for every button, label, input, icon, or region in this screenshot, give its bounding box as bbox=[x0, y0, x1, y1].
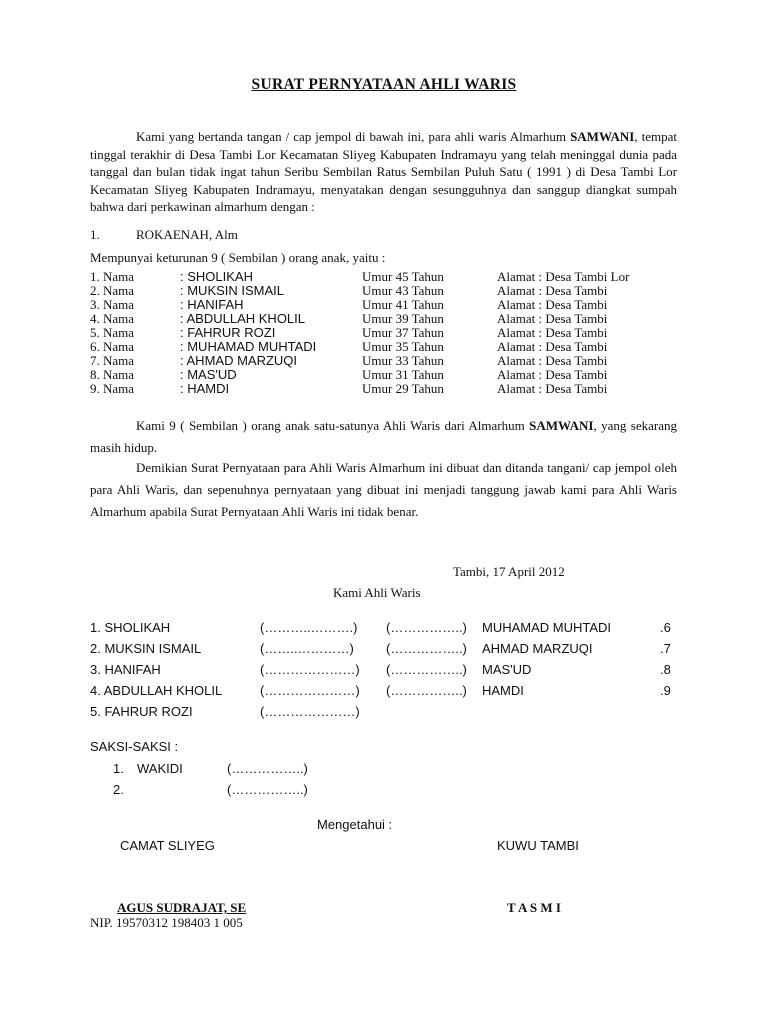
heir-name: : AHMAD MARZUQI bbox=[180, 353, 298, 368]
statement-text-2: , yang sekarang masih hidup. bbox=[90, 418, 677, 455]
saksi-title: SAKSI-SAKSI : bbox=[90, 739, 179, 754]
heir-name: : MUKSIN ISMAIL bbox=[180, 283, 285, 298]
signer-right: HAMDI bbox=[482, 683, 524, 698]
signer-right-number: .8 bbox=[660, 662, 671, 677]
camat-name: AGUS SUDRAJAT, SE bbox=[117, 900, 247, 915]
signature-blank: (…………………) bbox=[260, 704, 360, 719]
kuwu-name: T A S M I bbox=[507, 900, 561, 915]
place-date: Tambi, 17 April 2012 bbox=[453, 564, 565, 579]
intro-paragraph bbox=[90, 128, 677, 216]
heir-address: Alamat : Desa Tambi bbox=[497, 381, 608, 396]
signature-row bbox=[90, 704, 690, 720]
signature-blank: (……………..) bbox=[386, 662, 467, 677]
heir-name: : SHOLIKAH bbox=[180, 269, 253, 284]
signer-right: MUHAMAD MUHTADI bbox=[482, 620, 612, 635]
camat-title: CAMAT SLIYEG bbox=[120, 838, 215, 853]
saksi-number: 2. bbox=[113, 782, 124, 797]
heir-number: 6. Nama bbox=[90, 339, 135, 354]
children-intro: Mempunyai keturunan 9 ( Sembilan ) orang anak, yaitu : bbox=[90, 250, 386, 265]
heir-age: Umur 37 Tahun bbox=[362, 325, 444, 340]
closing-text: Demikian Surat Pernyataan para Ahli Waris Almarhum ini dibuat dan ditanda tangani/ cap jempol oleh para Ahli Waris, dan sepenuhnya pernyataan yang dibuat ini menjadi tanggung jawab kami para Ahli Waris Almarhum apabila Surat Pernyataan Ahli Waris ini tidak benar. bbox=[90, 460, 677, 519]
signer-right: MAS'UD bbox=[482, 662, 532, 677]
signature-blank: (…………………) bbox=[260, 662, 360, 677]
heir-address: Alamat : Desa Tambi bbox=[497, 325, 608, 340]
heir-age: Umur 31 Tahun bbox=[362, 367, 444, 382]
heir-name: : HAMDI bbox=[180, 381, 230, 396]
statement-paragraph bbox=[90, 415, 677, 459]
signature-row bbox=[90, 620, 690, 636]
heir-name: : FAHRUR ROZI bbox=[180, 325, 276, 340]
signature-blank: (……..…………) bbox=[260, 641, 354, 656]
deceased-name: SAMWANI bbox=[570, 129, 635, 144]
heir-address: Alamat : Desa Tambi Lor bbox=[497, 269, 630, 284]
heir-age: Umur 43 Tahun bbox=[362, 283, 444, 298]
heir-name: : MUHAMAD MUHTADI bbox=[180, 339, 317, 354]
statement-text-1: Kami 9 ( Sembilan ) orang anak satu-satunya Ahli Waris dari Almarhum bbox=[136, 418, 530, 433]
heir-address: Alamat : Desa Tambi bbox=[497, 311, 608, 326]
heir-number: 9. Nama bbox=[90, 381, 135, 396]
heir-age: Umur 41 Tahun bbox=[362, 297, 444, 312]
camat-nip: NIP. 19570312 198403 1 005 bbox=[90, 915, 243, 930]
mengetahui-label: Mengetahui : bbox=[317, 817, 393, 832]
heir-age: Umur 35 Tahun bbox=[362, 339, 444, 354]
signature-blank: (…………………) bbox=[260, 683, 360, 698]
signer-left: 3. HANIFAH bbox=[90, 662, 161, 677]
heir-name: : MAS'UD bbox=[180, 367, 237, 382]
signature-row bbox=[90, 683, 690, 699]
kuwu-title: KUWU TAMBI bbox=[497, 838, 579, 853]
signer-left: 5. FAHRUR ROZI bbox=[90, 704, 193, 719]
heir-address: Alamat : Desa Tambi bbox=[497, 297, 608, 312]
intro-text-1: Kami yang bertanda tangan / cap jempol di bawah ini, para ahli waris Almarhum bbox=[136, 129, 571, 144]
spouse-number: 1. bbox=[90, 227, 100, 242]
saksi-name: WAKIDI bbox=[137, 761, 183, 776]
heir-age: Umur 29 Tahun bbox=[362, 381, 444, 396]
heir-number: 7. Nama bbox=[90, 353, 135, 368]
heir-address: Alamat : Desa Tambi bbox=[497, 353, 608, 368]
signature-row bbox=[90, 662, 690, 678]
signer-left: 2. MUKSIN ISMAIL bbox=[90, 641, 202, 656]
heir-number: 4. Nama bbox=[90, 311, 135, 326]
signature-blank: (……………..) bbox=[386, 683, 467, 698]
heir-number: 5. Nama bbox=[90, 325, 135, 340]
signer-right: AHMAD MARZUQI bbox=[482, 641, 593, 656]
signer-right-number: .7 bbox=[660, 641, 671, 656]
signer-left: 4. ABDULLAH KHOLIL bbox=[90, 683, 223, 698]
signer-right-number: .6 bbox=[660, 620, 671, 635]
heir-address: Alamat : Desa Tambi bbox=[497, 283, 608, 298]
heir-number: 2. Nama bbox=[90, 283, 135, 298]
kami-ahli-waris: Kami Ahli Waris bbox=[333, 585, 421, 600]
saksi-number: 1. bbox=[113, 761, 124, 776]
heir-address: Alamat : Desa Tambi bbox=[497, 339, 608, 354]
intro-text-2: , tempat tinggal terakhir di Desa Tambi Lor Kecamatan Sliyeg Kabupaten Indramayu yang telah meninggal dunia pada tanggal dan bulan tidak ingat tahun Seribu Sembilan Ratus Sembilan Puluh Satu ( 1991 ) di Desa Tambi Lor Kecamatan Sliyeg Kabupaten Indramayu, menyatakan dengan sesungguhnya dan sanggup diangkat sumpah bahwa dari perkawinan almarhum dengan : bbox=[90, 129, 677, 215]
signature-blank: (……………..) bbox=[386, 620, 467, 635]
heir-age: Umur 33 Tahun bbox=[362, 353, 444, 368]
heir-number: 8. Nama bbox=[90, 367, 135, 382]
document-title: SURAT PERNYATAAN AHLI WARIS bbox=[251, 76, 517, 93]
heir-number: 3. Nama bbox=[90, 297, 135, 312]
heir-age: Umur 39 Tahun bbox=[362, 311, 444, 326]
heir-name: : HANIFAH bbox=[180, 297, 244, 312]
statement-deceased-name: SAMWANI bbox=[529, 418, 594, 433]
signer-left: 1. SHOLIKAH bbox=[90, 620, 171, 635]
signer-right-number: .9 bbox=[660, 683, 671, 698]
heir-age: Umur 45 Tahun bbox=[362, 269, 444, 284]
saksi-blank: (……………..) bbox=[227, 782, 308, 797]
signature-blank: (………..……….) bbox=[260, 620, 358, 635]
saksi-blank: (……………..) bbox=[227, 761, 308, 776]
heir-address: Alamat : Desa Tambi bbox=[497, 367, 608, 382]
signature-row bbox=[90, 641, 690, 657]
spouse-name: ROKAENAH, Alm bbox=[136, 227, 238, 242]
heir-name: : ABDULLAH KHOLIL bbox=[180, 311, 305, 326]
closing-paragraph bbox=[90, 457, 677, 523]
heir-number: 1. Nama bbox=[90, 269, 135, 284]
signature-blank: (……………..) bbox=[386, 641, 467, 656]
